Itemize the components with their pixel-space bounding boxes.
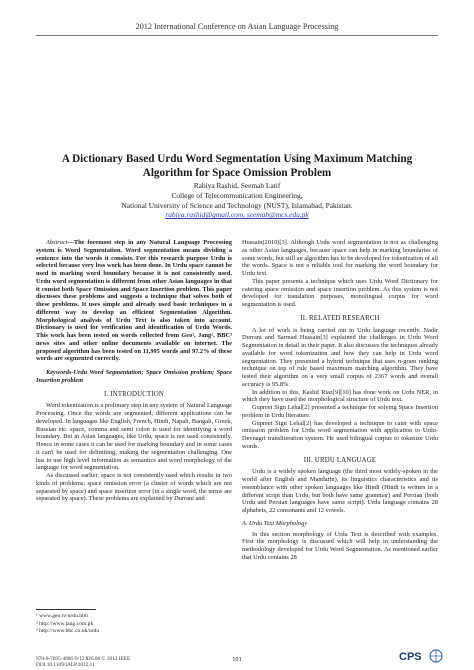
section-heading-introduction: I. INTRODUCTION <box>103 390 164 398</box>
footnote-3[interactable]: ³ http://www.bbc.co.uk/urdu <box>36 628 100 634</box>
paper-title <box>40 152 434 180</box>
footer-isbn: 978-0-7695-4886-9/12 $26.00 © 2012 IEEE <box>36 656 131 662</box>
keywords: Keywords-Urdu Word Segmentation; Space Omission problem; Space Insertion problem <box>36 369 232 384</box>
related-paragraph-2: In addition to this, Kashif Riaz[9][10] has done work on Urdu NER, in which they have used the morphological structure of Urdu text. <box>242 388 438 404</box>
abstract <box>36 239 232 363</box>
section-heading-urdu: III. URDU LANGUAGE <box>303 456 377 464</box>
footnote-2[interactable]: ² http://www.jang.com.pk <box>36 620 94 627</box>
author-block <box>40 181 434 220</box>
related-paragraph-3: Gupreet Sign Lehal[2] presented a technique for solving Space Insertion problem in Urdu literature. <box>242 404 438 419</box>
cps-logo-icon <box>398 648 444 666</box>
intro-paragraph-2: As discussed earlier, space is not consistently used which results in two kinds of problems; space omission error (a cluster of words which are not separated by space) and space insertion error (in a single word, the terms are separated by space). These problems are explained by Durrani and <box>36 472 232 503</box>
affiliation-line-1: College of Telecommunication Engineering, <box>171 190 303 200</box>
right-paragraph-1: Hussain(2010)[3]. Although Urdu word segmentation is not as challenging as other Asian languages, because space can help in marking boundaries of some words, but still an algorithm has to be developed for tokenization of all the words. Space is not a reliable tool for marking the word boundary for Urdu text. <box>242 239 438 277</box>
title-line-2: Algorithm for Space Omission Problem <box>142 167 332 179</box>
abstract-label: Abstract <box>46 239 68 246</box>
page-number: 101 <box>232 656 242 663</box>
footer-doi: DOI 10.1109/IALP.2012.11 <box>36 662 95 669</box>
right-column <box>242 239 438 562</box>
intro-paragraph-1: Word tokenization is a prelimary step in any system of Natural Language Processing. Once the words are segmented, different applications can be developed. In languages like English, French, Hindi, Napali, Bangali, Greek, Russian etc. space, comma and semi colon is used for identifying a word boundary. But in Asian languages, like Urdu, space is not used consistently. Hence in some cases it can be used for marking boundary and in some cases it can't be used for delimiting, making the segmentation challenging. One has to use high level information as semantics and word morphology of the language for word segmentation. <box>36 402 232 472</box>
footnotes <box>36 609 232 636</box>
author-emails[interactable]: rabiya.rashid@gmail.com, seemab@mcs.edu.pk <box>165 210 309 220</box>
morphology-paragraph-1: In this section morphology of Urdu Text is described with examples. First the morphology is discussed which will help in understanding the methodology developed for Urdu Word Segmentation. As mentioned earlier that Urdu contains 28 <box>242 530 438 561</box>
related-paragraph-1: A lot of work is being carried out in Urdu language recently. Nadir Durrani and Sarmad Hussain[3] explained the challenges in Urdu Word Segmentation in detail in their paper. It also discusses the techniques already available for word tokenization and how they can help in Urdu word segmentation. They presented a hybrid technique that uses n-gram ranking technique on top of rule based maximum matching algorithm. They have tested their algorithm on a very small corpus of 2367 words and overall accuracy is 95.8%. <box>242 326 438 388</box>
footnote-rule <box>36 609 96 610</box>
urdu-paragraph-1: Urdu is a widely spoken language (the third most widely-spoken in the world after English and Mandarin), its linguistics characteristics and its resemblance with other spoken languages like Hindi (Hindi is written in a different script than Urdu, but both have same grammar) and Persian (both Urdu and Persian languages have same script). Urdu language contains 28 alphabets, 22 consonants and 12 vowels. <box>242 468 438 514</box>
cps-logo-text: CPS <box>399 651 422 663</box>
section-heading-related: II. RELATED RESEARCH <box>300 314 380 322</box>
footnote-1[interactable]: ¹ www.geo.tv/urdu.htm <box>36 613 88 619</box>
title-line-1: A Dictionary Based Urdu Word Segmentation Using Maximum Matching <box>61 153 413 165</box>
affiliation-line-2: National University of Science and Technology (NUST), Islamabad, Pakistan. <box>121 200 353 210</box>
subsection-heading-morphology: A. Urdu Text Morphology <box>242 519 308 527</box>
related-paragraph-4: Gupreet Sign Lehal[2] has developed a technique to cater with space omission problem for Urdu word segmentation with application to Urdu-Devnagri transliteration system. He used bilingual corpus to tokenize Urdu words. <box>242 419 438 450</box>
author-names: Rabiya Rashid, Seemab Latif <box>193 181 281 190</box>
abstract-text: —The foremost step in any Natural Language Processing system is Word Segmentation. Word segmentation means dividing a sentence into the words it consists. For this research purpose Urdu is selected because very less work has been done. In Urdu space cannot be used in marking word boundary because it is not consistently used. Urdu word segmentation is different from other Asian languages in that it consist both Space Omission and Space Insertion problem. This paper discusses these problems and suggests a technique that solves both of these problems. It uses simple and already used basic techniques in a different way to develop an efficient Segmentation Algorithm. Morphological analysis of Urdu Text is also taken into account. Dictionary is used for verification and identification of Urdu Words. This work has been tested on words collected from Geo¹, Jang², BBC³ news sites and other online documents available on internet. The proposed algorithm has been tested on 11,995 words and 97.2% of these words are segmented correctly. <box>36 239 232 363</box>
left-column <box>36 239 232 503</box>
right-paragraph-2: This paper presents a technique which uses Urdu Word Dictionary for catering space omission and space insertion problem. As this system is not developed for translation purposes, monolingual corpus for word segmentation is used. <box>242 277 438 308</box>
header-rule <box>36 35 438 36</box>
conference-header: 2012 International Conference on Asian Language Processing <box>135 22 339 31</box>
